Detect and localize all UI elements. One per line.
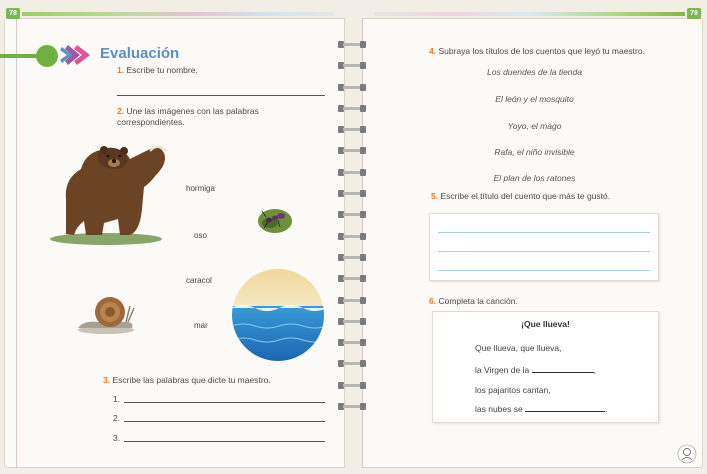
song-line-1-text: Que llueva, que llueva, [475, 343, 562, 353]
question-5-text: Escribe el título del cuento que más te gustó. [440, 191, 611, 201]
song-title: ¡Que llueva! [521, 319, 570, 329]
song-line-4-text: las nubes se [475, 404, 523, 414]
spiral-ring [337, 83, 367, 92]
ant-image [256, 203, 294, 235]
page-number-right: 79 [687, 8, 701, 19]
song-line-3-text: los pajaritos cantan, [475, 385, 551, 395]
dictation-item-1-line[interactable] [124, 402, 325, 403]
spiral-ring [337, 253, 367, 262]
song-line-2-ending: , [593, 365, 596, 375]
question-1 [117, 65, 198, 76]
song-line-3 [475, 385, 551, 395]
question-2-text-line2: correspondientes. [117, 117, 185, 127]
question-1-text: Escribe tu nombre. [126, 65, 198, 75]
song-line-4-ending: . [605, 404, 608, 414]
spiral-ring [337, 61, 367, 70]
word-mar[interactable]: mar [194, 321, 208, 330]
song-line-2 [475, 365, 596, 375]
spiral-ring [337, 40, 367, 49]
song-card [432, 311, 659, 423]
spiral-binding [337, 40, 367, 423]
question-1-number: 1. [117, 65, 125, 75]
spiral-ring [337, 359, 367, 368]
spiral-ring [337, 317, 367, 326]
question-4-number: 4. [429, 46, 437, 56]
question-3-number: 3. [103, 375, 111, 385]
margin-line-left [16, 19, 17, 468]
spiral-ring [337, 168, 367, 177]
publisher-logo-icon [677, 444, 697, 464]
story-title-5[interactable]: El plan de los ratones [493, 173, 576, 183]
spiral-ring [337, 232, 367, 241]
word-caracol[interactable]: caracol [186, 276, 212, 285]
question-4-text: Subraya los títulos de los cuentos que leyó tu maestro. [438, 46, 645, 56]
question-2-number: 2. [117, 106, 125, 116]
question-3-text: Escribe las palabras que dicte tu maestro. [112, 375, 271, 385]
spiral-ring [337, 104, 367, 113]
song-blank-1[interactable] [532, 365, 594, 373]
dictation-item-2-label: 2. [113, 413, 121, 423]
song-blank-2[interactable] [525, 404, 608, 414]
spiral-ring [337, 125, 367, 134]
snail-image [74, 292, 136, 336]
question-3 [103, 375, 271, 386]
spiral-ring [337, 296, 367, 305]
top-color-band-left [22, 12, 333, 16]
spiral-ring [337, 189, 367, 198]
answer-line [438, 232, 650, 233]
dictation-item-3-line[interactable] [124, 441, 325, 442]
dictation-item-2-line[interactable] [124, 421, 325, 422]
question-2 [117, 106, 259, 128]
double-chevron-icon [60, 45, 94, 65]
song-line-1 [475, 343, 561, 353]
question-6 [429, 296, 518, 307]
song-line-2-text: la Virgen de la [475, 365, 530, 375]
spiral-ring [337, 210, 367, 219]
spiral-ring [337, 274, 367, 283]
dictation-item-1-label: 1. [113, 394, 121, 404]
song-line-4 [475, 404, 607, 414]
word-hormiga[interactable]: hormiga [186, 184, 215, 193]
answer-line [438, 251, 650, 252]
story-title-4[interactable]: Rafa, el niño invisible [494, 147, 575, 157]
answer-line [438, 270, 650, 271]
favorite-story-answer-box[interactable] [429, 213, 659, 281]
evaluation-title: Evaluación [100, 45, 180, 62]
story-title-3[interactable]: Yoyo, el mago [507, 121, 562, 131]
spiral-ring [337, 402, 367, 411]
story-title-2[interactable]: El león y el mosquito [495, 94, 574, 104]
dictation-item-3-label: 3. [113, 433, 121, 443]
name-answer-line[interactable] [117, 95, 325, 96]
question-2-text-line1: Une las imágenes con las palabras [126, 106, 259, 116]
word-oso[interactable]: oso [194, 231, 207, 240]
spiral-ring [337, 381, 367, 390]
question-6-number: 6. [429, 296, 437, 306]
page-number-left: 78 [6, 8, 20, 19]
sea-image [231, 268, 325, 362]
question-6-text: Completa la canción. [438, 296, 518, 306]
question-5 [431, 191, 610, 202]
question-5-number: 5. [431, 191, 439, 201]
bear-image [46, 139, 171, 245]
evaluation-dot-icon [36, 45, 58, 67]
spiral-ring [337, 338, 367, 347]
story-title-1[interactable]: Los duendes de la tienda [487, 67, 582, 77]
spiral-ring [337, 146, 367, 155]
